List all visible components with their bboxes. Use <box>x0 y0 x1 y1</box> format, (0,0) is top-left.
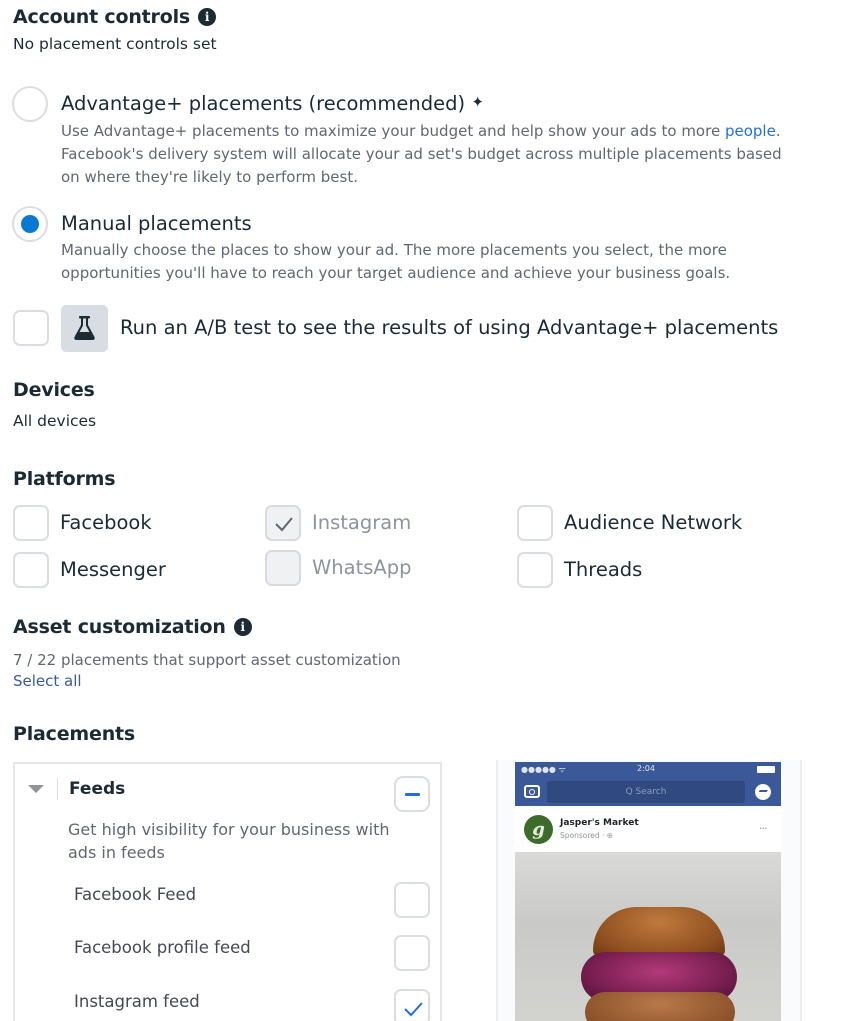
desc-line1: Get high visibility for your business with <box>68 820 390 839</box>
camera-icon <box>524 785 540 798</box>
desc-text: Use Advantage+ placements to maximize your budget and help show your ads to more <box>61 122 725 140</box>
whatsapp-platform-label: WhatsApp <box>312 556 412 579</box>
collapse-chevron-icon[interactable] <box>28 785 44 793</box>
desc-line1: Manually choose the places to show your ad. The more placements you select, the more <box>61 241 727 259</box>
facebook-profile-feed-label[interactable]: Facebook profile feed <box>74 938 251 957</box>
instagram-platform-checkbox[interactable] <box>265 505 301 541</box>
account-controls-heading <box>13 6 216 28</box>
feeds-group-toggle-checkbox[interactable] <box>394 776 430 812</box>
info-icon[interactable]: i <box>234 618 252 636</box>
feeds-group-title[interactable]: Feeds <box>69 779 126 799</box>
whatsapp-platform-checkbox[interactable] <box>265 550 301 586</box>
status-time: 2:04 <box>637 764 655 773</box>
advantage-label-text: Advantage+ placements (recommended) <box>61 92 466 115</box>
audience-network-platform-checkbox[interactable] <box>517 505 553 541</box>
people-link[interactable]: people <box>724 122 776 140</box>
audience-network-platform-label[interactable]: Audience Network <box>564 511 743 534</box>
burger-bun <box>593 907 725 957</box>
facebook-feed-label[interactable]: Facebook Feed <box>74 885 197 904</box>
sparkle-icon: ✦ <box>471 93 484 111</box>
messenger-platform-label[interactable]: Messenger <box>60 558 166 581</box>
account-controls-title: Account controls <box>13 6 191 28</box>
sponsored-label: Sponsored · ⊕ <box>560 831 614 840</box>
facebook-profile-feed-checkbox[interactable] <box>394 935 430 971</box>
instagram-platform-label: Instagram <box>312 511 412 534</box>
ad-preview-screen <box>515 762 781 1021</box>
facebook-feed-checkbox[interactable] <box>394 882 430 918</box>
messenger-platform-checkbox[interactable] <box>13 552 49 588</box>
instagram-feed-checkbox[interactable] <box>394 989 430 1021</box>
threads-platform-checkbox[interactable] <box>517 552 553 588</box>
ab-test-label[interactable]: Run an A/B test to see the results of using Advantage+ placements <box>120 316 779 339</box>
devices-title: Devices <box>13 379 95 401</box>
desc-line2: ads in feeds <box>68 843 165 862</box>
ad-image <box>515 852 781 1021</box>
select-all-link[interactable]: Select all <box>13 672 82 690</box>
instagram-feed-label[interactable]: Instagram feed <box>74 992 200 1011</box>
ab-test-icon-box <box>61 305 108 352</box>
placements-panel <box>13 762 442 1021</box>
placements-title: Placements <box>13 723 136 745</box>
search-box: Q Search <box>547 781 745 803</box>
checkmark-icon <box>402 997 424 1019</box>
devices-value[interactable]: All devices <box>13 412 97 430</box>
platforms-title: Platforms <box>13 468 116 490</box>
threads-platform-label[interactable]: Threads <box>564 558 643 581</box>
manual-placements-label[interactable]: Manual placements <box>61 212 252 235</box>
status-signal: ●●●●● ᯤ <box>521 765 566 774</box>
feeds-group-description <box>68 818 390 864</box>
advantage-placements-description <box>61 120 851 189</box>
desc-line3: on where they're likely to perform best. <box>61 168 358 186</box>
battery-icon <box>757 766 775 773</box>
more-options-icon: ··· <box>759 822 767 835</box>
flask-icon <box>73 316 96 341</box>
asset-customization-count: 7 / 22 placements that support asset customization <box>13 651 401 669</box>
business-name: Jasper's Market <box>560 818 639 828</box>
messenger-icon <box>755 784 771 800</box>
divider <box>57 778 58 800</box>
desc-line2: opportunities you'll have to reach your target audience and achieve your business goals. <box>61 264 731 282</box>
facebook-platform-label[interactable]: Facebook <box>60 511 152 534</box>
desc-suffix: . <box>775 122 781 140</box>
facebook-app-header <box>515 762 781 806</box>
advantage-placements-radio[interactable] <box>12 86 48 122</box>
ab-test-checkbox[interactable] <box>13 310 49 346</box>
checkmark-icon <box>273 513 295 535</box>
manual-placements-radio[interactable] <box>12 206 48 242</box>
manual-placements-description <box>61 239 851 285</box>
asset-customization-title: Asset customization <box>13 616 226 638</box>
asset-customization-heading <box>13 616 252 638</box>
account-controls-subtitle: No placement controls set <box>13 35 217 53</box>
desc-line2: Facebook's delivery system will allocate your ad set's budget across multiple placements based <box>61 145 782 163</box>
info-icon[interactable]: i <box>198 8 216 26</box>
business-avatar: g <box>524 815 553 844</box>
facebook-platform-checkbox[interactable] <box>13 505 49 541</box>
advantage-placements-label[interactable] <box>61 92 484 115</box>
burger-patty <box>585 992 735 1021</box>
